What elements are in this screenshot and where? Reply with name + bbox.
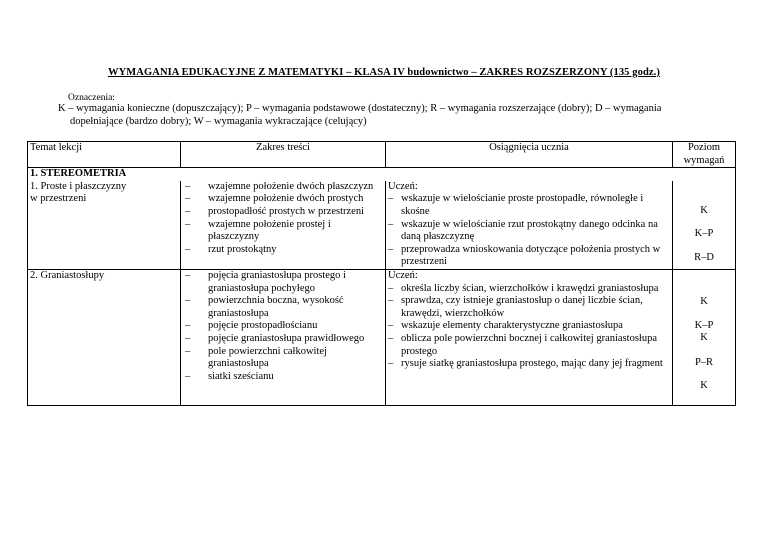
header-level-line1: Poziom xyxy=(687,142,721,153)
list-item: – sprawdza, czy istnieje graniastosłup o danej liczbie ścian, krawędzi, wierzchołków xyxy=(388,295,670,320)
list-item: – siatki sześcianu xyxy=(183,371,383,384)
level-badge: K xyxy=(700,295,708,307)
level-badge: K xyxy=(700,332,708,344)
list-item: – określa liczby ścian, wierzchołków i krawędzi graniastosłupa xyxy=(388,283,670,296)
list-item: – prostopadłość prostych w przestrzeni xyxy=(183,206,383,219)
list-item: – pojęcie prostopadłościanu xyxy=(183,320,383,333)
row1-topic xyxy=(28,181,181,270)
row1-topic-line2: w przestrzeni xyxy=(30,193,87,205)
level-badge: K–P xyxy=(694,228,714,240)
header-topic: Temat lekcji xyxy=(28,142,181,168)
row2-topic xyxy=(28,269,181,405)
list-item: – oblicza pole powierzchni bocznej i całkowitej graniastosłupa prostego xyxy=(388,333,670,358)
header-scope: Zakres treści xyxy=(181,142,386,168)
document-title: WYMAGANIA EDUKACYJNE Z MATEMATYKI – KLASA IV budownictwo – ZAKRES ROZSZERZONY (135 godz.) xyxy=(108,67,660,78)
row2-achievements xyxy=(386,269,673,405)
list-item: – wzajemne położenie dwóch prostych xyxy=(183,193,383,206)
row2-levels xyxy=(673,269,736,405)
list-item: – rzut prostokątny xyxy=(183,244,383,257)
level-badge: P–R xyxy=(694,356,714,368)
list-item: – pole powierzchni całkowitej graniastosłupa xyxy=(183,346,383,371)
table-header-row xyxy=(28,142,736,168)
row2-achievements-list xyxy=(388,283,670,371)
list-item: – wzajemne położenie dwóch płaszczyzn xyxy=(183,181,383,194)
legend-text xyxy=(58,102,728,128)
legend-line-1: K – wymagania konieczne (dopuszczający); P – wymagania podstawowe (dostateczny); R – wymagania rozszerzające (dobry); D – wymagania xyxy=(58,103,662,114)
list-item: – wskazuje elementy charakterystyczne graniastosłupa xyxy=(388,320,670,333)
row1-topic-line1: 1. Proste i płaszczyzny xyxy=(30,180,127,192)
list-item: – wskazuje w wielościanie proste prostopadłe, równoległe i skośne xyxy=(388,193,670,218)
row2-scope xyxy=(181,269,386,405)
row2-student-label: Uczeń: xyxy=(388,269,418,281)
level-badge: K xyxy=(700,204,708,216)
section-row xyxy=(28,168,736,181)
row1-scope-list xyxy=(183,181,383,257)
list-item: – wzajemne położenie prostej i płaszczyzny xyxy=(183,219,383,244)
row2-topic-line1: 2. Graniastosłupy xyxy=(30,269,105,281)
table-row xyxy=(28,269,736,405)
legend-line-2: dopełniające (bardzo dobry); W – wymagania wykraczające (celujący) xyxy=(70,116,367,127)
level-badge: R–D xyxy=(694,251,714,263)
list-item: – powierzchnia boczna, wysokość graniastosłupa xyxy=(183,295,383,320)
row1-achievements-list xyxy=(388,193,670,269)
row1-achievements xyxy=(386,181,673,270)
row1-student-label: Uczeń: xyxy=(388,180,418,192)
row2-scope-list xyxy=(183,270,383,383)
level-badge: K–P xyxy=(694,319,714,331)
table-row xyxy=(28,181,736,270)
row1-scope xyxy=(181,181,386,270)
list-item: – pojęcie graniastosłupa prawidłowego xyxy=(183,333,383,346)
requirements-table xyxy=(27,141,736,406)
list-item: – wskazuje w wielościanie rzut prostokątny danego odcinka na daną płaszczyznę xyxy=(388,219,670,244)
row1-levels xyxy=(673,181,736,270)
list-item: – przeprowadza wnioskowania dotyczące położenia prostych w przestrzeni xyxy=(388,244,670,269)
header-achievements: Osiągnięcia ucznia xyxy=(386,142,673,168)
list-item: – rysuje siatkę graniastosłupa prostego, mając dany jej fragment xyxy=(388,358,670,371)
header-level-line2: wymagań xyxy=(683,154,725,166)
header-level xyxy=(673,142,736,168)
section-title: 1. STEREOMETRIA xyxy=(28,168,736,181)
level-badge: K xyxy=(700,380,708,392)
legend-label: Oznaczenia: xyxy=(68,93,115,103)
list-item: – pojęcia graniastosłupa prostego i graniastosłupa pochyłego xyxy=(183,270,383,295)
